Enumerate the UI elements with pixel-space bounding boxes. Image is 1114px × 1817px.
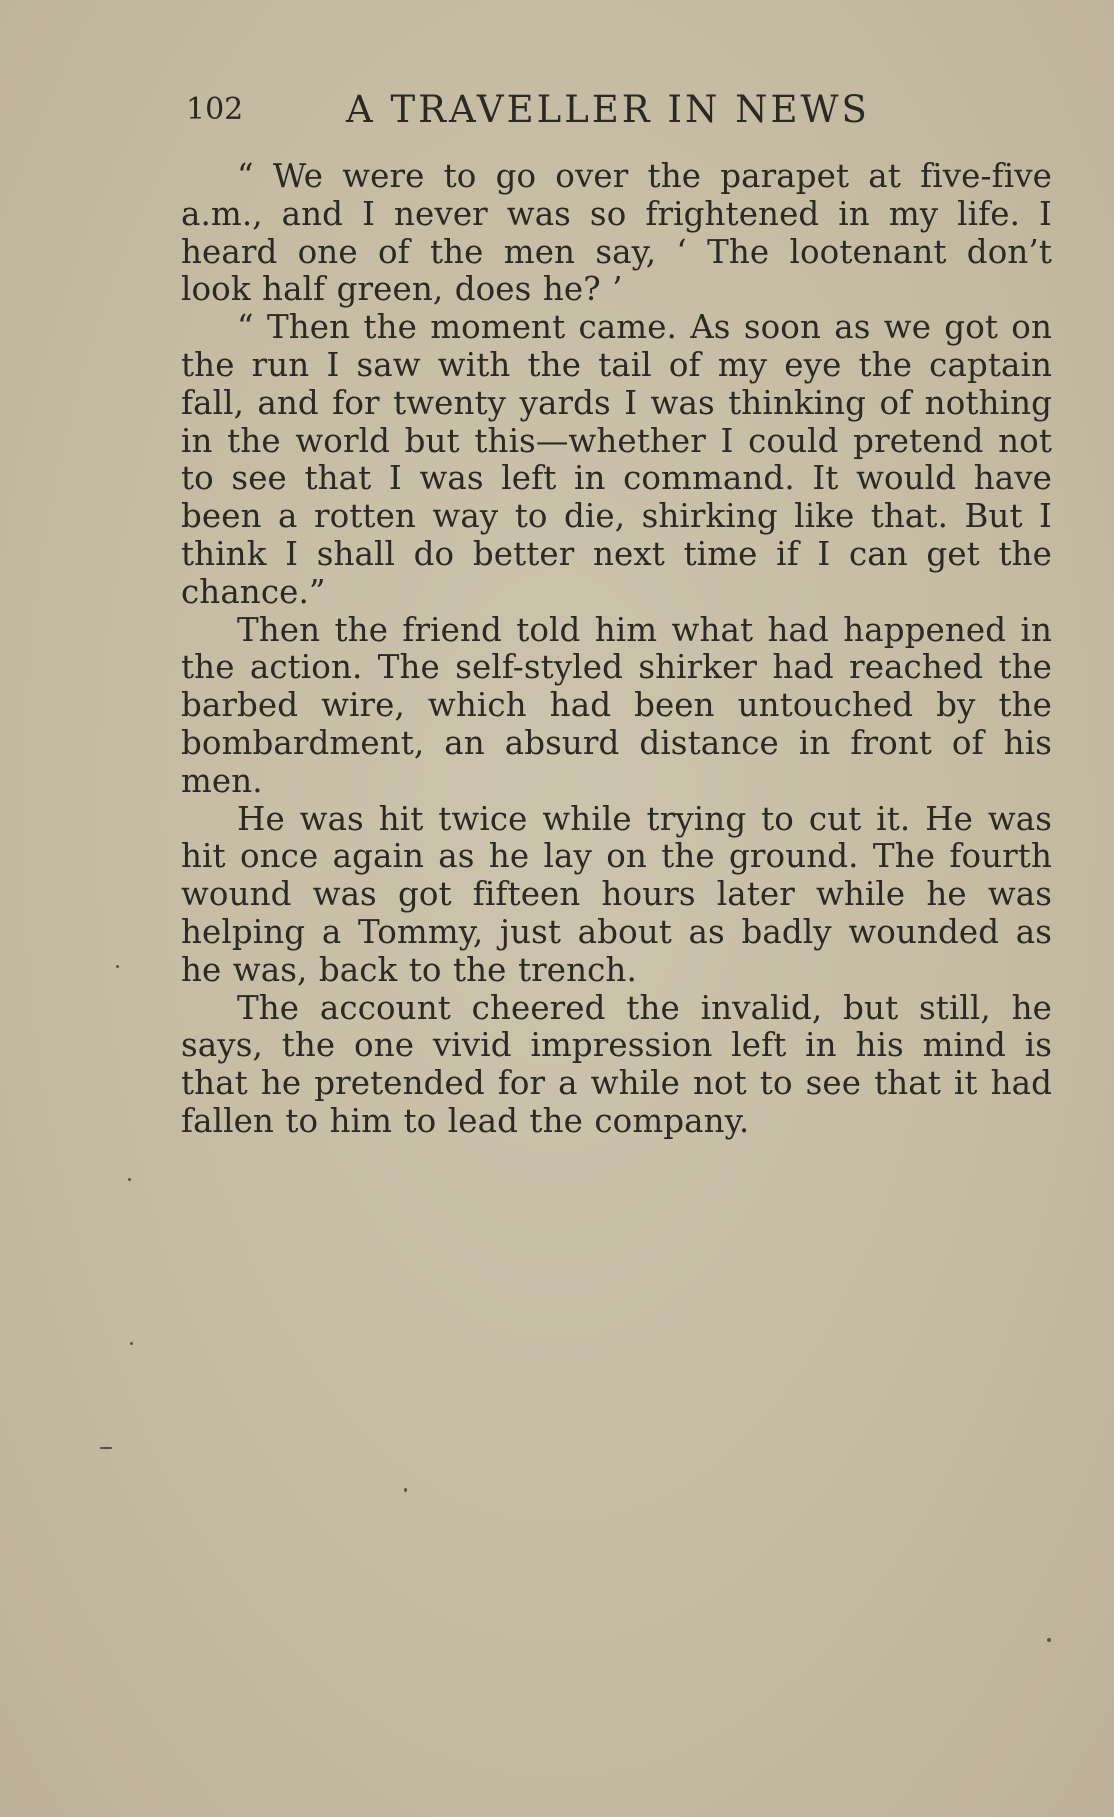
paper-speck <box>100 1447 112 1449</box>
page-number: 102 <box>186 92 244 127</box>
paper-speck <box>128 1178 131 1181</box>
paragraph-3: Then the friend told him what had happened in the action. The self-styled shirker had reached the barbed wire, which had been untouched by the bombardment, an absurd distance in front of his men. <box>181 610 1052 800</box>
paragraph-5: The account cheered the invalid, but still, he says, the one vivid impression left in his mind is that he pretended for a while not to see that it had fallen to him to lead the company. <box>181 988 1052 1140</box>
paper-speck <box>116 965 119 968</box>
body-text <box>181 158 1052 1141</box>
paper-speck <box>404 1488 407 1492</box>
paragraph-4: He was hit twice while trying to cut it. He was hit once again as he lay on the ground. The fourth wound was got fifteen hours later while he was helping a Tommy, just about as badly wounded as he was, back to the trench. <box>181 799 1052 989</box>
page-header <box>186 88 1056 134</box>
paper-speck <box>130 1342 133 1345</box>
paragraph-2: “ Then the moment came. As soon as we got on the run I saw with the tail of my eye the captain fall, and for twenty yards I was thinking of nothing in the world but this—whether I could pretend not to see that I was left in command. It would have been a rotten way to die, shirking like that. But I think I shall do better next time if I can get the chance.” <box>181 308 1052 611</box>
running-title: A TRAVELLER IN NEWS <box>346 88 870 131</box>
paragraph-1: “ We were to go over the parapet at five-five a.m., and I never was so frightened in my life. I heard one of the men say, ‘ The lootenant don’t look half green, does he? ’ <box>181 157 1052 309</box>
paper-speck <box>1047 1638 1051 1642</box>
